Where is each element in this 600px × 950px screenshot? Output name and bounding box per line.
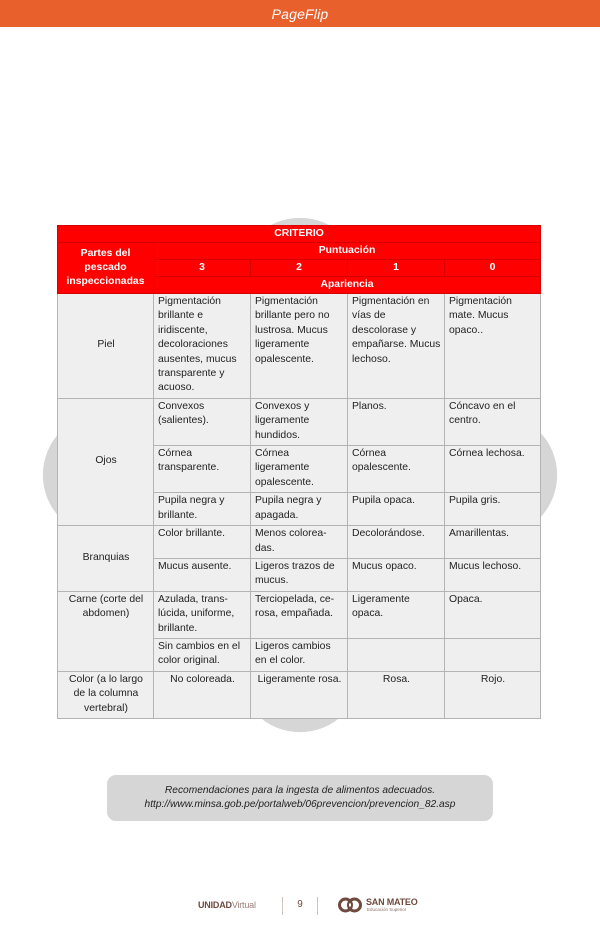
table-cell: Ligeros cambios en el color. [251, 638, 348, 671]
page-number: 9 [297, 899, 303, 910]
source-url[interactable]: http://www.minsa.gob.pe/portalweb/06prevencion/prevencion_82.asp [144, 799, 456, 810]
brand-light-text: Virtual [231, 900, 256, 910]
table-cell: Decolorándose. [348, 526, 445, 559]
table-cell: Mucus opaco. [348, 558, 445, 591]
table-cell: Planos. [348, 398, 445, 445]
table-cell: Azulada, trans-lúcida, uniforme, brillante. [154, 591, 251, 638]
part-cell-color: Color (a lo largo de la columna vertebral) [58, 671, 154, 718]
app-title: PageFlip [271, 5, 329, 22]
unidad-virtual-logo [198, 900, 256, 910]
score-0-header: 0 [445, 260, 541, 277]
institution-name: SAN MATEO [366, 897, 418, 907]
part-cell-piel: Piel [58, 294, 154, 399]
table-cell [348, 638, 445, 671]
fish-inspection-table-container [57, 225, 540, 719]
table-cell: Pigmentación brillante pero no lustrosa. Mucus ligeramente opalescente. [251, 294, 348, 399]
table-row [58, 294, 541, 399]
table-cell: Pigmentación en vías de descolorase y empañarse. Mucus lechoso. [348, 294, 445, 399]
table-row [58, 398, 541, 445]
table-cell: Pupila negra y apagada. [251, 493, 348, 526]
footer-divider-right [317, 897, 318, 915]
fish-inspection-table [57, 225, 541, 719]
table-cell: Pigmentación brillante e iridiscente, decoloraciones ausentes, mucus transparente y acuoso. [154, 294, 251, 399]
table-cell: Córnea ligeramente opalescente. [251, 446, 348, 493]
part-cell-carne: Carne (corte del abdomen) [58, 591, 154, 671]
table-cell: Amarillentas. [445, 526, 541, 559]
table-cell: Convexos y ligeramente hundidos. [251, 398, 348, 445]
table-cell: Color brillante. [154, 526, 251, 559]
table-cell: Mucus lechoso. [445, 558, 541, 591]
san-mateo-logo-icon [338, 895, 362, 915]
institution-subtitle: Educación Superior [367, 907, 407, 912]
appearance-header: Apariencia [154, 277, 541, 294]
table-row [58, 526, 541, 559]
footer-divider-left [282, 897, 283, 915]
table-cell: Ligeramente rosa. [251, 671, 348, 718]
table-cell: Pupila negra y brillante. [154, 493, 251, 526]
table-cell: Ligeros trazos de mucus. [251, 558, 348, 591]
table-body [58, 294, 541, 719]
score-3-header: 3 [154, 260, 251, 277]
table-cell: Mucus ausente. [154, 558, 251, 591]
table-cell: Córnea transparente. [154, 446, 251, 493]
table-row [58, 671, 541, 718]
table-cell: Sin cambios en el color original. [154, 638, 251, 671]
score-1-header: 1 [348, 260, 445, 277]
table-cell: Pupila gris. [445, 493, 541, 526]
table-cell: Córnea opalescente. [348, 446, 445, 493]
table-row [58, 591, 541, 638]
source-description: Recomendaciones para la ingesta de alimentos adecuados. [164, 785, 436, 796]
score-header: Puntuación [154, 243, 541, 260]
table-cell: Opaca. [445, 591, 541, 638]
part-cell-branquias: Branquias [58, 526, 154, 592]
top-bar [0, 0, 600, 27]
table-cell: Córnea lechosa. [445, 446, 541, 493]
table-cell [445, 638, 541, 671]
source-citation-box [107, 775, 493, 821]
table-cell: Pupila opaca. [348, 493, 445, 526]
score-2-header: 2 [251, 260, 348, 277]
table-cell: Rosa. [348, 671, 445, 718]
table-cell: Convexos (salientes). [154, 398, 251, 445]
brand-bold-text: UNIDAD [198, 900, 232, 910]
page-footer [0, 893, 600, 919]
table-cell: Terciopelada, ce-rosa, empañada. [251, 591, 348, 638]
table-cell: Cóncavo en el centro. [445, 398, 541, 445]
table-header [58, 226, 541, 294]
part-cell-ojos: Ojos [58, 398, 154, 525]
table-cell: Pigmentación mate. Mucus opaco.. [445, 294, 541, 399]
table-cell: Rojo. [445, 671, 541, 718]
table-cell: Menos colorea-das. [251, 526, 348, 559]
criterio-header: CRITERIO [58, 226, 541, 243]
table-cell: Ligeramente opaca. [348, 591, 445, 638]
parts-header: Partes del pescado inspeccionadas [58, 243, 154, 294]
table-cell: No coloreada. [154, 671, 251, 718]
